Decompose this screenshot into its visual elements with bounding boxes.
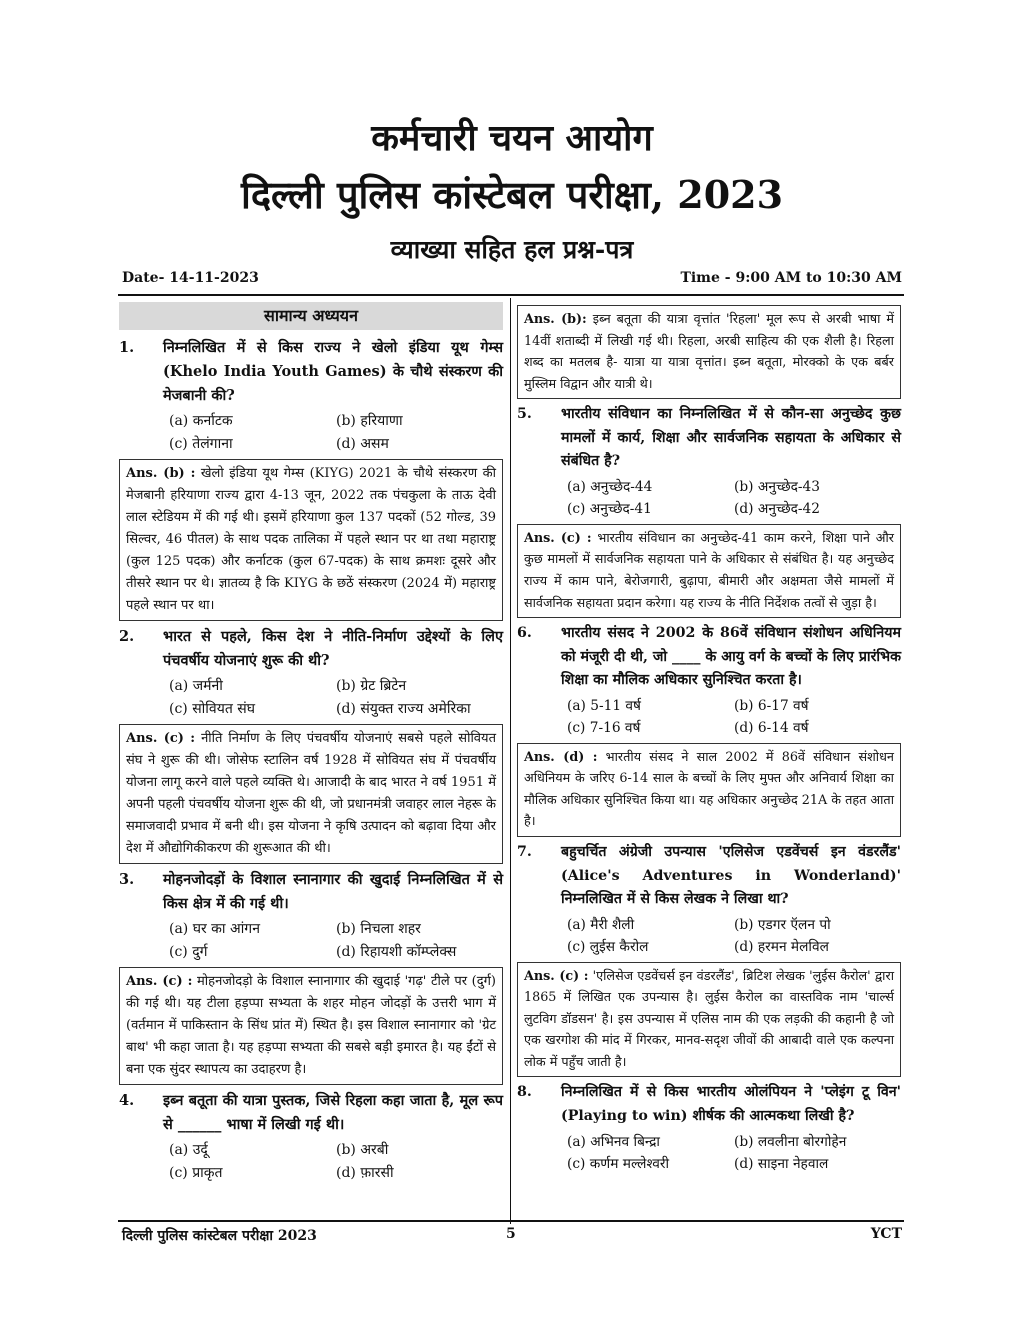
option-item: (d) साइना नेहवाल bbox=[734, 1156, 829, 1173]
answer-label: Ans. (c) : bbox=[126, 731, 196, 746]
question-number: 1. bbox=[119, 339, 135, 356]
options-grid bbox=[119, 918, 503, 964]
option-item: (c) अनुच्छेद-41 bbox=[567, 501, 652, 518]
option-item: (a) अभिनव बिन्द्रा bbox=[567, 1133, 660, 1150]
answer-text: नीति निर्माण के लिए पंचवर्षीय योजनाएं सबसे पहले सोवियत संघ ने शुरू की थी। जोसेफ स्टालिन वर्ष 1928 में सोवियत संघ में पंचवर्षीय योजना लागू करने वाले पहले व्यक्ति थे। आजादी के बाद भारत ने वर्ष 1951 में अपनी पहली पंचवर्षीय योजना शुरू की थी, जो प्रधानमंत्री जवाहर लाल नेहरू के समाजवादी प्रभाव में बनी थी। इस योजना ने कृषि उत्पादन को बढ़ावा दिया और देश में औद्योगिकीकरण की शुरूआत की थी। bbox=[126, 731, 496, 856]
question-number: 2. bbox=[119, 628, 135, 645]
options-grid bbox=[517, 476, 901, 521]
question-number: 6. bbox=[517, 625, 532, 642]
question-number: 8. bbox=[517, 1084, 532, 1101]
option-item: (b) लवलीना बोरगोहेन bbox=[734, 1133, 847, 1150]
question-text: भारतीय संसद ने 2002 के 86वें संविधान संशोधन अधिनियम को मंजूरी दी थी, जो ____ के आयु वर्ग के बच्चों के लिए प्रारंभिक शिक्षा का मौलिक अधिकार सुनिश्चित करता है। bbox=[561, 625, 901, 689]
question-text: भारतीय संविधान का निम्नलिखित में से कौन-सा अनुच्छेद कुछ मामलों में कार्य, शिक्षा और सार्वजनिक सहायता के अधिकार से संबंधित है? bbox=[561, 406, 901, 470]
option-item: (b) ग्रेट ब्रिटेन bbox=[336, 678, 407, 694]
answer-box bbox=[517, 524, 901, 618]
question-text: इब्न बतूता की यात्रा पुस्तक, जिसे रिहला कहा जाता है, मूल रूप से ______ भाषा में लिखी गई थी। bbox=[163, 1092, 503, 1133]
column-divider bbox=[510, 298, 511, 1224]
options-grid bbox=[119, 410, 503, 456]
footer-exam-name: दिल्ली पुलिस कांस्टेबल परीक्षा 2023 bbox=[122, 1228, 317, 1244]
option-item: (d) 6-14 वर्ष bbox=[734, 720, 809, 737]
question-text: मोहनजोदड़ों के विशाल स्नानागार की खुदाई निम्नलिखित में से किस क्षेत्र में की गई थी। bbox=[163, 871, 503, 912]
question-1 bbox=[119, 336, 503, 408]
option-item: (b) 6-17 वर्ष bbox=[734, 697, 809, 714]
option-item: (c) 7-16 वर्ष bbox=[567, 720, 641, 737]
option-item: (b) निचला शहर bbox=[336, 921, 421, 937]
answer-text: मोहनजोदड़ो के विशाल स्नानागार की खुदाई 'गढ़' टीले पर (दुर्ग) की गई थी। यह टीला हड़प्पा सभ्यता के शहर मोहन जोदड़ों के उत्तरी भाग में (वर्तमान में पाकिस्तान के सिंध प्रांत में) स्थित है। इस विशाल स्नानागार को 'ग्रेट बाथ' भी कहा जाता है। यह हड़प्पा सभ्यता की सबसे बड़ी इमारत है। यह ईंटों से बना एक सुंदर स्थापत्य का उदाहरण है। bbox=[126, 974, 497, 1077]
question-5 bbox=[517, 403, 901, 474]
option-item: (a) घर का आंगन bbox=[169, 921, 260, 937]
option-item: (c) सोवियत संघ bbox=[169, 701, 256, 717]
question-7 bbox=[517, 841, 901, 912]
answer-box bbox=[119, 459, 503, 621]
answer-label: Ans. (b) : bbox=[126, 466, 196, 481]
option-item: (a) कर्नाटक bbox=[169, 413, 233, 429]
options-grid bbox=[119, 675, 503, 721]
question-number: 7. bbox=[517, 844, 532, 861]
question-3 bbox=[119, 868, 503, 916]
option-item: (b) अरबी bbox=[336, 1142, 389, 1158]
option-item: (b) एडगर ऍलन पो bbox=[734, 916, 831, 933]
options-grid bbox=[517, 1131, 901, 1176]
answer-text: भारतीय संविधान का अनुच्छेद-41 काम करने, शिक्षा पाने और कुछ मामलों में सार्वजनिक सहायता पाने के अधिकार से संबंधित है। यह अनुच्छेद राज्य में काम पाने, बेरोजगारी, बुढ़ापा, बीमारी और अक्षमता जैसे मामलों में सार्वजनिक सहायता प्रदान करेगा। यह राज्य के नीति निर्देशक तत्वों से जुड़ा है। bbox=[524, 530, 894, 611]
option-item: (d) अनुच्छेद-42 bbox=[734, 501, 820, 518]
option-item: (d) असम bbox=[336, 436, 389, 452]
right-column bbox=[517, 302, 901, 1179]
option-item: (d) संयुक्त राज्य अमेरिका bbox=[336, 701, 471, 717]
paper-subtitle: व्याख्या सहित हल प्रश्न-पत्र bbox=[390, 235, 634, 264]
options-grid bbox=[119, 1139, 503, 1185]
answer-label: Ans. (c) : bbox=[524, 968, 589, 984]
option-item: (d) फ़ारसी bbox=[336, 1165, 394, 1181]
option-item: (c) प्राकृत bbox=[169, 1165, 223, 1181]
question-text: निम्नलिखित में से किस राज्य ने खेलो इंडिया यूथ गेम्स (Khelo India Youth Games) के चौथे संस्करण की मेजबानी की? bbox=[163, 339, 503, 404]
option-item: (c) लुईस कैरोल bbox=[567, 939, 649, 956]
option-item: (a) जर्मनी bbox=[169, 678, 223, 694]
question-4 bbox=[119, 1089, 503, 1137]
question-number: 4. bbox=[119, 1092, 135, 1109]
question-text: भारत से पहले, किस देश ने नीति-निर्माण उद्देश्यों के लिए पंचवर्षीय योजनाएं शुरू की थी? bbox=[163, 628, 503, 669]
question-number: 5. bbox=[517, 406, 532, 423]
page-number: 5 bbox=[506, 1226, 516, 1242]
answer-box bbox=[119, 724, 503, 864]
question-number: 3. bbox=[119, 871, 135, 888]
option-item: (a) मैरी शैली bbox=[567, 916, 635, 933]
exam-title: दिल्ली पुलिस कांस्टेबल परीक्षा, 2023 bbox=[240, 172, 784, 217]
question-text: निम्नलिखित में से किस भारतीय ओलंपियन ने 'प्लेइंग टू विन' (Playing to win) शीर्षक की आत्मकथा लिखी है? bbox=[561, 1084, 901, 1124]
answer-label: Ans. (d) : bbox=[524, 749, 598, 765]
option-item: (c) दुर्ग bbox=[169, 944, 208, 960]
answer-box bbox=[517, 962, 901, 1078]
options-grid bbox=[517, 914, 901, 959]
question-text: बहुचर्चित अंग्रेजी उपन्यास 'एलिसेज एडवेंचर्स इन वंडरलैंड' (Alice's Adventures in Wonderland)' निम्नलिखित में से किस लेखक ने लिखा था? bbox=[561, 844, 901, 908]
answer-text: भारतीय संसद ने साल 2002 में 86वें संविधान संशोधन अधिनियम के जरिए 6-14 साल के बच्चों के लिए मुफ्त और अनिवार्य शिक्षा का मौलिक अधिकार सुनिश्चित किया था। यह अधिकार अनुच्छेद 21A के तहत आता है। bbox=[524, 749, 894, 830]
option-item: (b) हरियाणा bbox=[336, 413, 403, 429]
option-item: (a) उर्दू bbox=[169, 1142, 208, 1158]
answer-label: Ans. (c) : bbox=[126, 974, 193, 989]
footer-divider bbox=[118, 1220, 904, 1222]
option-item: (a) 5-11 वर्ष bbox=[567, 697, 641, 714]
option-item: (d) हरमन मेलविल bbox=[734, 939, 829, 956]
option-item: (a) अनुच्छेद-44 bbox=[567, 478, 653, 495]
answer-box bbox=[517, 743, 901, 837]
answer-label: Ans. (c) : bbox=[524, 530, 592, 546]
left-column bbox=[119, 302, 503, 1188]
publisher-mark: YCT bbox=[870, 1226, 902, 1242]
answer-text: इब्न बतूता की यात्रा वृत्तांत 'रिहला' मूल रूप से अरबी भाषा में 14वीं शताब्दी में लिखी गई थी। रिहला, अरबी साहित्य की एक शैली है। रिहला शब्द का मतलब है- यात्रा या यात्रा वृत्तांत। इब्न बतूता, मोरक्को के एक बर्बर मुस्लिम विद्वान और यात्री थे। bbox=[524, 312, 894, 392]
exam-board-title: कर्मचारी चयन आयोग bbox=[371, 117, 653, 159]
answer-box bbox=[517, 305, 901, 399]
answer-box bbox=[119, 967, 503, 1085]
question-2 bbox=[119, 625, 503, 673]
answer-text: खेलो इंडिया यूथ गेम्स (KIYG) 2021 के चौथे संस्करण की मेजबानी हरियाणा राज्य द्वारा 4-13 जून, 2022 तक पंचकुला के ताऊ देवी लाल स्टेडियम में की गई थी। इसमें हरियाणा कुल 137 पदकों (52 गोल्ड, 39 सिल्वर, 46 पीतल) के साथ पदक तालिका में पहले स्थान पर था तथा महाराष्ट्र (कुल 125 पदक) और कर्नाटक (कुल 67-पदक) के साथ क्रमशः दूसरे और तीसरे स्थान पर थे। ज्ञातव्य है कि KIYG के छठें संस्करण (2024 में) महाराष्ट्र पहले स्थान पर था। bbox=[126, 466, 496, 613]
header-divider bbox=[118, 294, 904, 296]
exam-time: Time - 9:00 AM to 10:30 AM bbox=[680, 270, 902, 286]
answer-text: 'एलिसेज एडवेंचर्स इन वंडरलैंड', ब्रिटिश लेखक 'लुईस कैरोल' द्वारा 1865 में लिखित एक उपन्यास है। लुईस कैरोल का वास्तविक नाम 'चार्ल्स लुटविग डॉडसन' है। इस उपन्यास में एलिस नाम की एक लड़की की कहानी है जो एक खरगोश की मांद में गिरकर, मानव-सदृश जीवों की आबादी वाले एक कल्पना लोक में पहुँच जाती है। bbox=[524, 968, 894, 1070]
option-item: (c) कर्णम मल्लेश्वरी bbox=[567, 1156, 670, 1173]
question-6 bbox=[517, 622, 901, 693]
option-item: (b) अनुच्छेद-43 bbox=[734, 478, 820, 495]
answer-label: Ans. (b): bbox=[524, 312, 587, 327]
exam-date: Date- 14-11-2023 bbox=[122, 270, 259, 286]
option-item: (d) रिहायशी कॉम्प्लेक्स bbox=[336, 944, 457, 960]
options-grid bbox=[517, 695, 901, 740]
question-8 bbox=[517, 1081, 901, 1128]
option-item: (c) तेलंगाना bbox=[169, 436, 233, 452]
section-title: सामान्य अध्ययन bbox=[119, 302, 503, 330]
